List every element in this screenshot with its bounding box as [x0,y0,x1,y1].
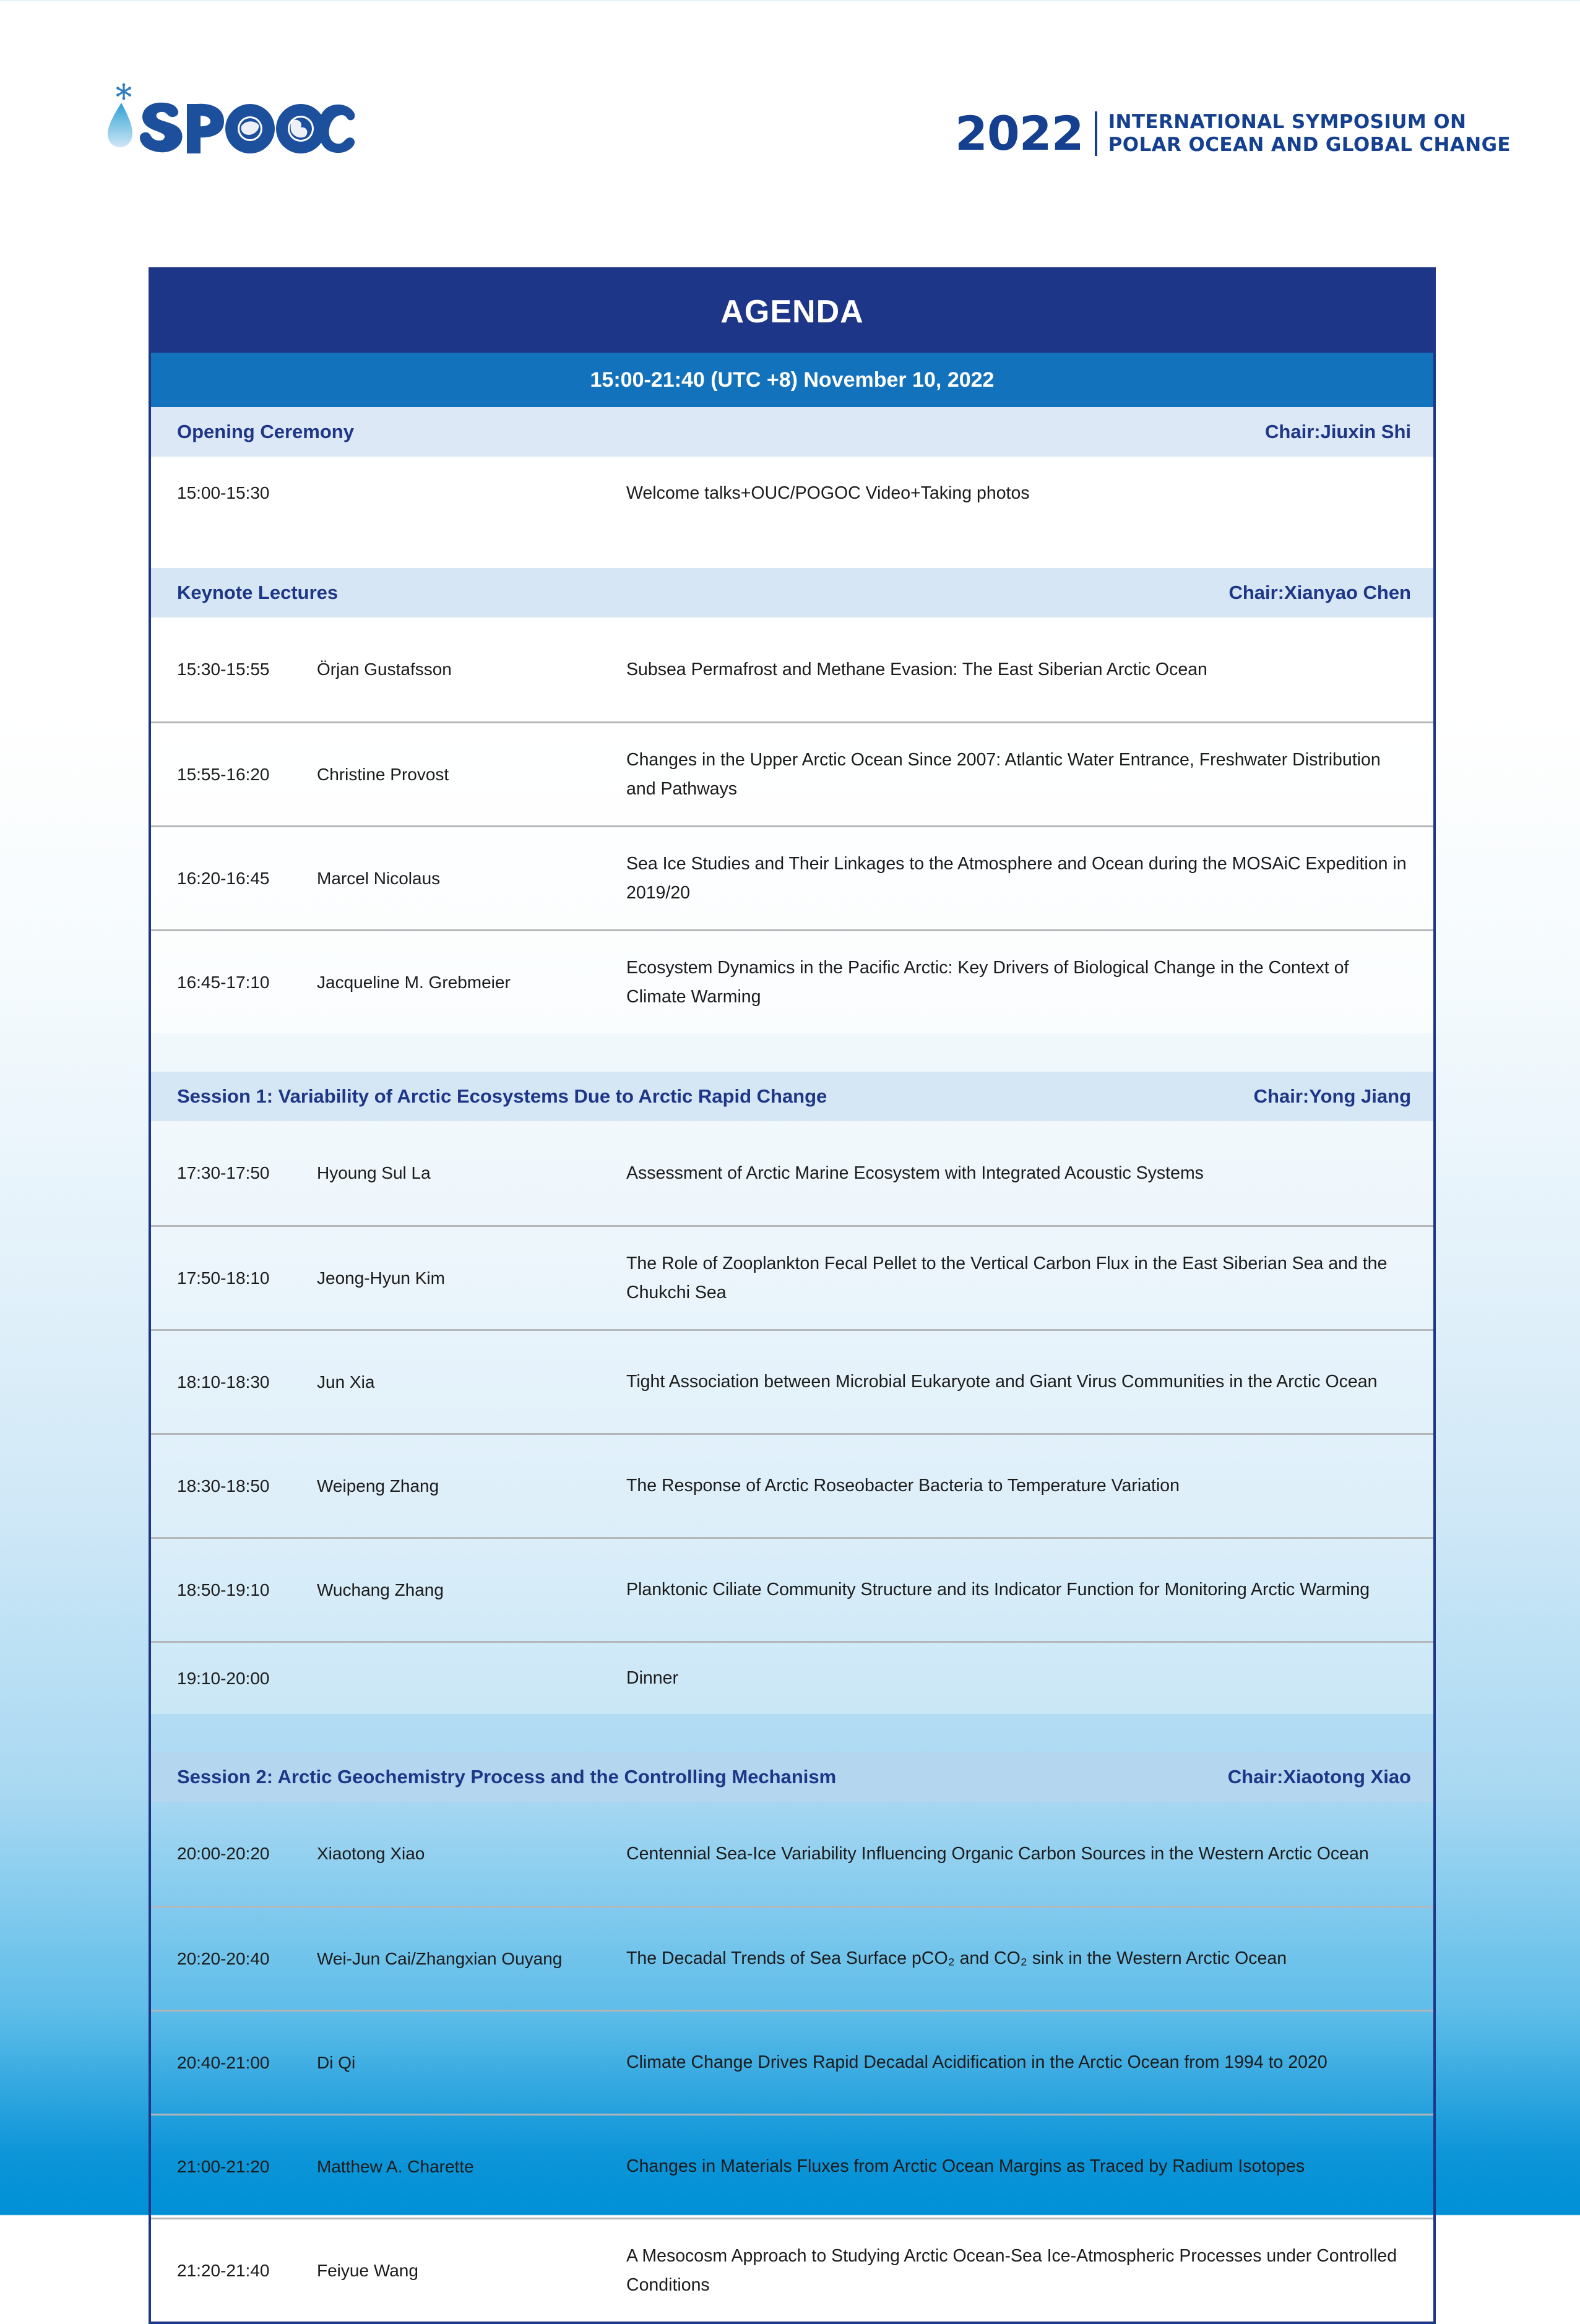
agenda-row-speaker: Xiaotong Xiao [317,1844,425,1863]
agenda-row-time: 21:20-21:40 [177,2260,270,2280]
section-spacer [151,530,1433,568]
agenda-row-title: Changes in the Upper Arctic Ocean Since 2007: Atlantic Water Entrance, Freshwater Distribution and Pathways [626,750,1381,799]
agenda-row-speaker: Jacqueline M. Grebmeier [317,972,511,992]
agenda-row-title: Ecosystem Dynamics in the Pacific Arctic: Key Drivers of Biological Change in the Context of Climate Warming [626,958,1349,1007]
agenda-row-title: Welcome talks+OUC/POGOC Video+Taking photos [626,483,1030,503]
agenda-row [151,1641,1433,1714]
section-spacer [151,1714,1433,1752]
agenda-row-title: Changes in Materials Fluxes from Arctic Ocean Margins as Traced by Radium Isotopes [626,2156,1305,2177]
symposium-year: 2022 [955,106,1084,161]
agenda-row-time: 18:10-18:30 [177,1372,270,1392]
water-drop-shape [108,103,132,147]
section-name: Session 1: Variability of Arctic Ecosystems Due to Arctic Rapid Change [177,1085,827,1107]
agenda-row-time: 18:50-19:10 [177,1580,270,1599]
agenda-row-title: A Mesocosm Approach to Studying Arctic Ocean-Sea Ice-Atmospheric Processes under Controlled Conditions [626,2246,1397,2295]
agenda-row-time: 15:30-15:55 [177,660,270,679]
agenda-row [151,1329,1433,1433]
agenda-date-range: 15:00-21:40 (UTC +8) November 10, 2022 [151,353,1433,407]
agenda-row [151,721,1433,825]
agenda-row-speaker: Christine Provost [317,764,449,784]
title-divider [1095,111,1097,156]
agenda-row [151,929,1433,1033]
section-name: Session 2: Arctic Geochemistry Process and the Controlling Mechanism [177,1766,837,1788]
agenda-body [151,407,1433,2322]
agenda-row-time: 20:00-20:20 [177,1844,270,1863]
section-chair: Chair:Yong Jiang [1253,1085,1411,1107]
agenda-row-time: 17:50-18:10 [177,1268,270,1288]
agenda-row-time: 18:30-18:50 [177,1476,270,1496]
agenda-row-speaker: Örjan Gustafsson [317,660,452,679]
agenda-row-time: 15:00-15:30 [177,483,270,502]
agenda-row [151,825,1433,929]
agenda-row-title: Centennial Sea-Ice Variability Influencing Organic Carbon Sources in the Western Arctic Ocean [626,1843,1369,1864]
agenda-row-time: 20:40-21:00 [177,2052,270,2072]
agenda-row [151,2218,1433,2322]
agenda-row-speaker: Wei-Jun Cai/Zhangxian Ouyang [317,1948,563,1968]
agenda-row [151,618,1433,721]
title-lines [1108,111,1511,156]
agenda-row-speaker: Feiyue Wang [317,2260,418,2280]
agenda-row-time: 21:00-21:20 [177,2156,270,2176]
agenda-row-time: 20:20-20:40 [177,1948,270,1968]
agenda-row-speaker: Wuchang Zhang [317,1580,444,1599]
symposium-title-line-1: INTERNATIONAL SYMPOSIUM ON [1108,111,1467,134]
ispogc-logo [104,82,382,162]
agenda-row-speaker: Hyoung Sul La [317,1163,431,1182]
agenda-row [151,1537,1433,1641]
section-header-1 [151,407,1433,457]
section-chair: Chair:Xiaotong Xiao [1227,1766,1411,1788]
agenda-row-speaker: Weipeng Zhang [317,1476,439,1496]
agenda-row-speaker: Jun Xia [317,1372,375,1392]
agenda-row-title: The Response of Arctic Roseobacter Bacteria to Temperature Variation [626,1476,1180,1496]
agenda-row-title: Subsea Permafrost and Methane Evasion: The East Siberian Arctic Ocean [626,659,1207,679]
section-name: Keynote Lectures [177,582,339,603]
agenda-row-title: Sea Ice Studies and Their Linkages to the Atmosphere and Ocean during the MOSAiC Expedition in 2019/20 [626,854,1407,903]
agenda-row-title: Assessment of Arctic Marine Ecosystem with Integrated Acoustic Systems [626,1163,1204,1183]
agenda-row [151,1121,1433,1225]
agenda-row [151,457,1433,530]
section-header-4 [151,1752,1433,1802]
agenda-row-title: Climate Change Drives Rapid Decadal Acidification in the Arctic Ocean from 1994 to 2020 [626,2052,1327,2073]
agenda-row-time: 16:20-16:45 [177,868,270,888]
section-name: Opening Ceremony [177,421,354,442]
agenda-row-title: The Role of Zooplankton Fecal Pellet to the Vertical Carbon Flux in the East Siberian Sea and the Chukchi Sea [626,1254,1388,1302]
agenda-row [151,1906,1433,2010]
agenda-row [151,1225,1433,1329]
section-header-2 [151,568,1433,618]
agenda-row [151,1433,1433,1537]
agenda-row-time: 17:30-17:50 [177,1163,270,1182]
agenda-row-title: The Decadal Trends of Sea Surface pCO₂ and CO₂ sink in the Western Arctic Ocean [626,1948,1287,1969]
section-chair: Chair:Jiuxin Shi [1265,421,1411,442]
agenda-row-speaker: Di Qi [317,2052,356,2072]
agenda-row [151,2010,1433,2114]
symposium-title-line-2: POLAR OCEAN AND GLOBAL CHANGE [1108,134,1511,156]
ispogc-logo-svg [104,82,382,162]
section-spacer [151,1033,1433,1072]
snowflake-icon [116,84,131,100]
agenda-row-title: Tight Association between Microbial Eukaryote and Giant Virus Communities in the Arctic Ocean [626,1372,1378,1392]
agenda-row-title: Dinner [626,1668,678,1689]
page-header [0,0,1580,241]
agenda-row-time: 15:55-16:20 [177,764,270,784]
agenda-row-time: 16:45-17:10 [177,972,270,992]
agenda-row [151,2114,1433,2218]
logo-wordmark [140,103,355,153]
agenda-table [149,267,1436,2324]
agenda-row-speaker: Jeong-Hyun Kim [317,1268,445,1288]
agenda-row-title: Planktonic Ciliate Community Structure and its Indicator Function for Monitoring Arctic Warming [626,1580,1370,1600]
agenda-row-speaker: Matthew A. Charette [317,2156,474,2176]
agenda-row [151,1802,1433,1906]
agenda-title: AGENDA [151,270,1433,353]
section-header-3 [151,1072,1433,1121]
agenda-row-speaker: Marcel Nicolaus [317,868,441,888]
agenda-row-time: 19:10-20:00 [177,1668,270,1688]
symposium-title-block [955,106,1511,161]
section-chair: Chair:Xianyao Chen [1228,582,1411,603]
